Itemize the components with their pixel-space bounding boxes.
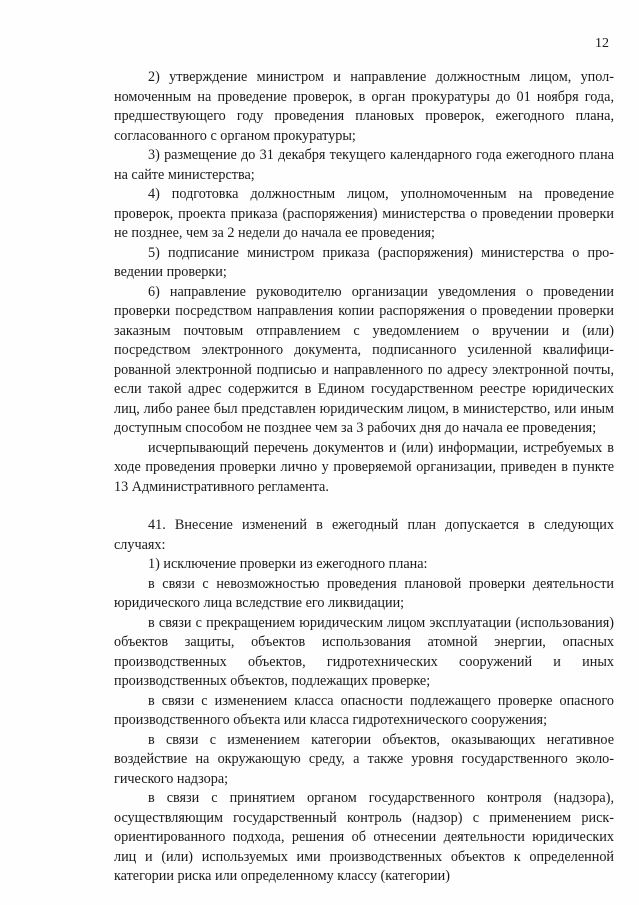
- paragraph-objects-category: в связи с изменением категории объектов, оказывающих негативное воздействие на окружающую среду, а также уровня государственного экологического надзора;: [114, 731, 614, 787]
- paragraph-item-4: 4) подготовка должностным лицом, уполномоченным на проведение проверок, проекта приказа (распоряжения) министерства о проведении проверки не позднее, чем за 2 недели до начала ее проведения;: [114, 186, 614, 241]
- paragraph-documents-list: исчерпывающий перечень документов и (или) информации, истребуемых в ходе проведения проверки лично у проверяемой организации, приведен в пункте 13 Административного регламента.: [114, 439, 614, 495]
- paragraph-liquidation: в связи с невозможностью проведения плановой проверки деятельности юридического лица вследствие его ликвидации;: [114, 575, 614, 611]
- paragraph-item-2: 2) утверждение министром и направление должностным лицом, уполномоченным на проведение проверок, в орган прокуратуры до 01 ноября года, предшествующего году проведения плановых проверок, ежегодного плана, согласованного с органом прокуратуры;: [114, 69, 614, 144]
- page-number: 12: [595, 36, 609, 51]
- paragraph-item-5: 5) подписание министром приказа (распоряжения) министерства о проведении проверки;: [114, 244, 614, 280]
- paragraph-item-3: 3) размещение до 31 декабря текущего календарного года ежегодного плана на сайте министерства;: [114, 147, 614, 183]
- paragraph-termination-use: в связи с прекращением юридическим лицом эксплуатации (использования) объектов защиты, объектов использования атомной энергии, опасных производственных объектов, гидротехнических сооружений и иных производственных объектов, подлежащих проверке;: [114, 614, 614, 689]
- paragraph-item-6: 6) направление руководителю организации уведомления о проведении проверки посредством направления копии распоряжения о проведении проверки заказным почтовым отправлением с уведомлением о вручении и (или) посредством электронного документа, подписанного усиленной квалифицированной электронной подписью и направленного по адресу электронной почты, если такой адрес содержится в Едином государственном реестре юридических лиц, либо ранее был представлен юридическим лицом, в министерство, или иным доступным способом не позднее чем за 3 рабочих дня до начала ее проведения;: [114, 283, 614, 436]
- paragraph-risk-category: в связи с принятием органом государственного контроля (надзора), осуществляющим государственный контроль (надзор) с применением риск-ориентированного подхода, решения об отнесении деятельности юридических лиц и (или) используемых ими производственных объектов к определенной категории риска или определенному классу (категории): [114, 790, 614, 884]
- document-body: [114, 68, 614, 887]
- paragraph-hazard-class: в связи с изменением класса опасности подлежащего проверке опасного производственного объекта или класса гидротехнического сооружения;: [114, 692, 614, 728]
- paragraph-exclusion-heading: 1) исключение проверки из ежегодного плана:: [148, 556, 428, 572]
- paragraph-section-41: 41. Внесение изменений в ежегодный план допускается в следующих случаях:: [114, 517, 614, 553]
